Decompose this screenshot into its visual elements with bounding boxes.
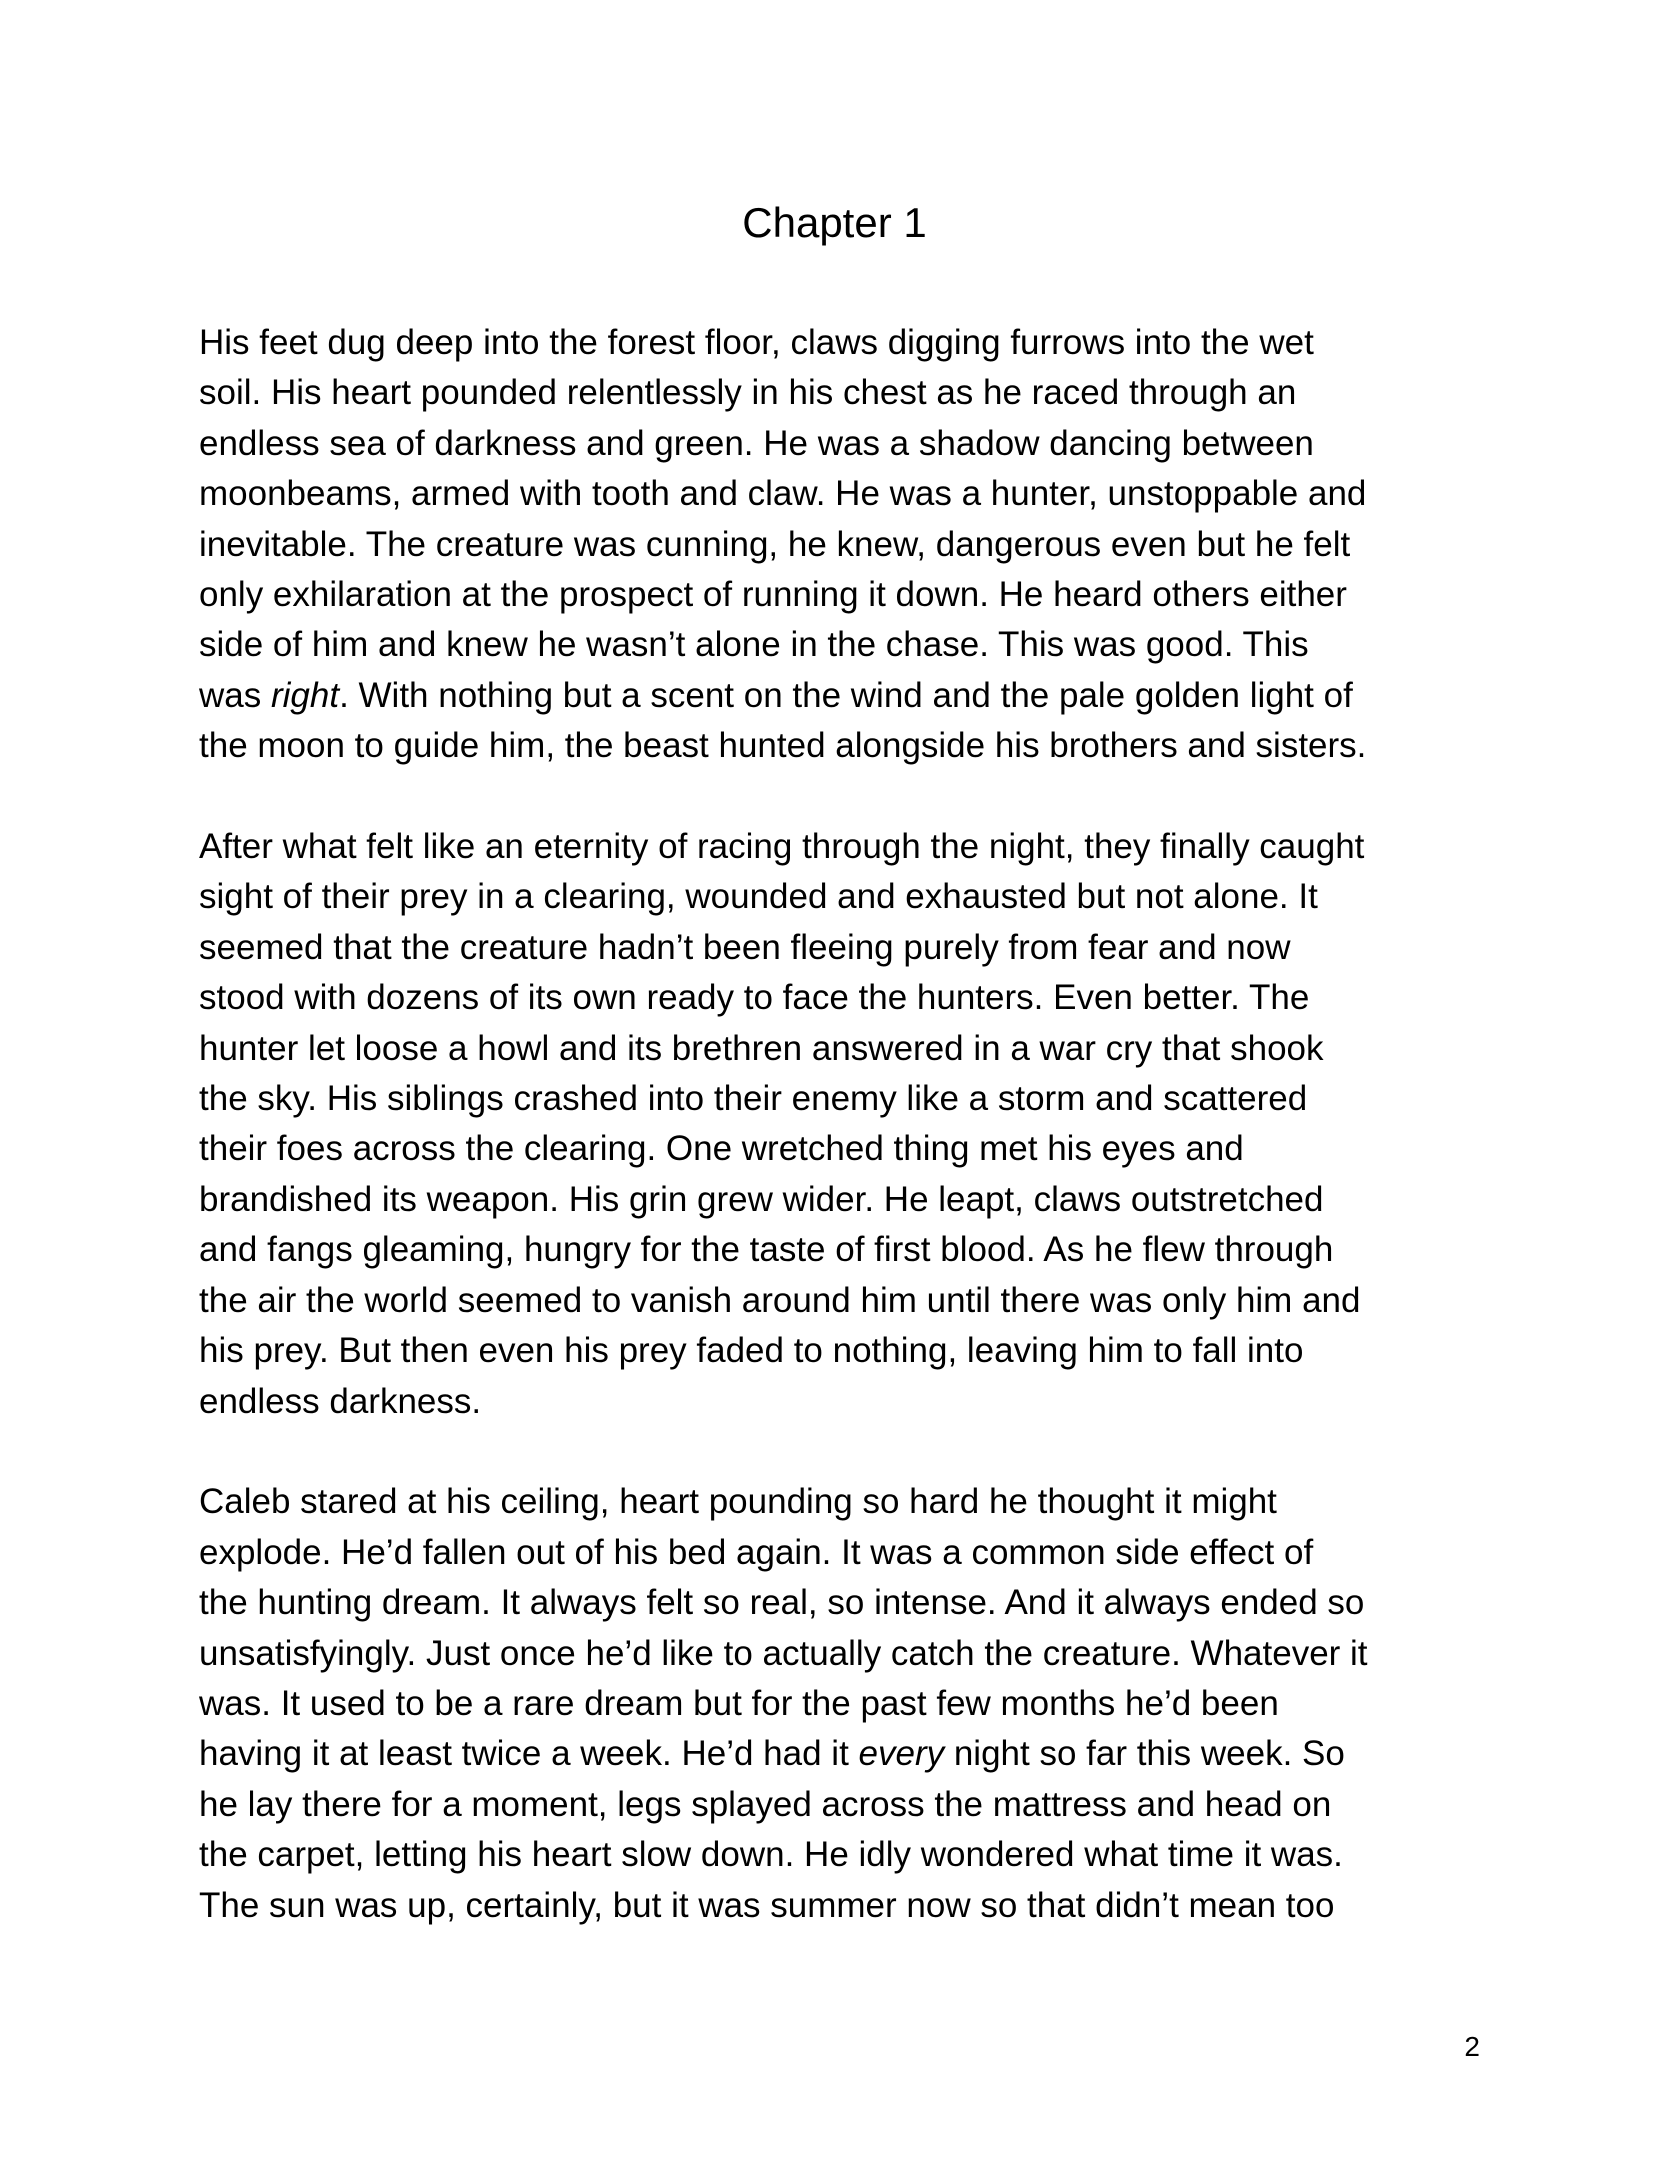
text-line bbox=[199, 1881, 1499, 1931]
text-line bbox=[199, 1729, 1499, 1779]
paragraph bbox=[199, 318, 1499, 772]
text-line bbox=[199, 973, 1499, 1023]
paragraph-gap bbox=[199, 1427, 1499, 1477]
text-line bbox=[199, 872, 1499, 922]
text-run: the air the world seemed to vanish around him until there was only him and bbox=[199, 1280, 1361, 1320]
text-line bbox=[199, 721, 1499, 771]
text-line bbox=[199, 1477, 1499, 1527]
text-line bbox=[199, 318, 1499, 368]
text-run: the hunting dream. It always felt so real, so intense. And it always ended so bbox=[199, 1583, 1365, 1623]
text-run: he lay there for a moment, legs splayed across the mattress and head on bbox=[199, 1784, 1332, 1824]
text-run: unsatisfyingly. Just once he’d like to actually catch the creature. Whatever it bbox=[199, 1633, 1368, 1673]
text-run: was bbox=[199, 675, 271, 715]
text-line bbox=[199, 1024, 1499, 1074]
text-line bbox=[199, 1175, 1499, 1225]
text-line bbox=[199, 620, 1499, 670]
text-run: hunter let loose a howl and its brethren answered in a war cry that shook bbox=[199, 1028, 1324, 1068]
text-run: soil. His heart pounded relentlessly in his chest as he raced through an bbox=[199, 373, 1297, 413]
text-line bbox=[199, 1276, 1499, 1326]
text-run: endless sea of darkness and green. He was a shadow dancing between bbox=[199, 423, 1314, 463]
text-run: having it at least twice a week. He’d had it bbox=[199, 1734, 859, 1774]
text-line bbox=[199, 1377, 1499, 1427]
italic-text: every bbox=[858, 1734, 945, 1774]
text-line bbox=[199, 368, 1499, 418]
text-run: the carpet, letting his heart slow down. He idly wondered what time it was. bbox=[199, 1835, 1343, 1875]
text-run: night so far this week. So bbox=[944, 1734, 1345, 1774]
text-run: seemed that the creature hadn’t been fleeing purely from fear and now bbox=[199, 927, 1291, 967]
text-run: sight of their prey in a clearing, wounded and exhausted but not alone. It bbox=[199, 877, 1318, 917]
text-run: stood with dozens of its own ready to face the hunters. Even better. The bbox=[199, 978, 1310, 1018]
text-run: . With nothing but a scent on the wind and the pale golden light of bbox=[339, 675, 1353, 715]
text-line bbox=[199, 520, 1499, 570]
text-run: was. It used to be a rare dream but for the past few months he’d been bbox=[199, 1683, 1279, 1723]
text-line bbox=[199, 1679, 1499, 1729]
text-run: Caleb stared at his ceiling, heart pounding so hard he thought it might bbox=[199, 1482, 1277, 1522]
text-line bbox=[199, 822, 1499, 872]
italic-text: right bbox=[270, 675, 340, 715]
text-run: only exhilaration at the prospect of running it down. He heard others either bbox=[199, 575, 1347, 615]
text-run: and fangs gleaming, hungry for the taste of first blood. As he flew through bbox=[199, 1230, 1334, 1270]
paragraph bbox=[199, 822, 1499, 1427]
text-line bbox=[199, 570, 1499, 620]
text-line bbox=[199, 1578, 1499, 1628]
text-line bbox=[199, 1124, 1499, 1174]
paragraph-gap bbox=[199, 772, 1499, 822]
text-run: After what felt like an eternity of racing through the night, they finally caught bbox=[199, 827, 1365, 867]
text-line bbox=[199, 1629, 1499, 1679]
body-text bbox=[199, 318, 1499, 1931]
text-line bbox=[199, 1074, 1499, 1124]
text-line bbox=[199, 419, 1499, 469]
text-line bbox=[199, 1326, 1499, 1376]
text-run: moonbeams, armed with tooth and claw. He was a hunter, unstoppable and bbox=[199, 474, 1367, 514]
text-run: The sun was up, certainly, but it was summer now so that didn’t mean too bbox=[199, 1885, 1335, 1925]
text-run: side of him and knew he wasn’t alone in the chase. This was good. This bbox=[199, 625, 1309, 665]
text-run: His feet dug deep into the forest floor, claws digging furrows into the wet bbox=[199, 323, 1314, 362]
text-line bbox=[199, 1780, 1499, 1830]
text-line bbox=[199, 671, 1499, 721]
paragraph bbox=[199, 1477, 1499, 1931]
chapter-title: Chapter 1 bbox=[742, 199, 927, 246]
text-run: endless darkness. bbox=[199, 1381, 482, 1421]
text-run: brandished its weapon. His grin grew wider. He leapt, claws outstretched bbox=[199, 1179, 1324, 1219]
text-line bbox=[199, 1225, 1499, 1275]
text-line bbox=[199, 469, 1499, 519]
text-line bbox=[199, 923, 1499, 973]
text-run: their foes across the clearing. One wretched thing met his eyes and bbox=[199, 1129, 1244, 1169]
text-run: the moon to guide him, the beast hunted alongside his brothers and sisters. bbox=[199, 726, 1367, 766]
text-line bbox=[199, 1830, 1499, 1880]
text-run: explode. He’d fallen out of his bed again. It was a common side effect of bbox=[199, 1532, 1314, 1572]
text-line bbox=[199, 1528, 1499, 1578]
page-number: 2 bbox=[1464, 2031, 1480, 2062]
text-run: his prey. But then even his prey faded to nothing, leaving him to fall into bbox=[199, 1331, 1304, 1371]
text-run: the sky. His siblings crashed into their enemy like a storm and scattered bbox=[199, 1079, 1308, 1119]
text-run: inevitable. The creature was cunning, he knew, dangerous even but he felt bbox=[199, 524, 1351, 564]
